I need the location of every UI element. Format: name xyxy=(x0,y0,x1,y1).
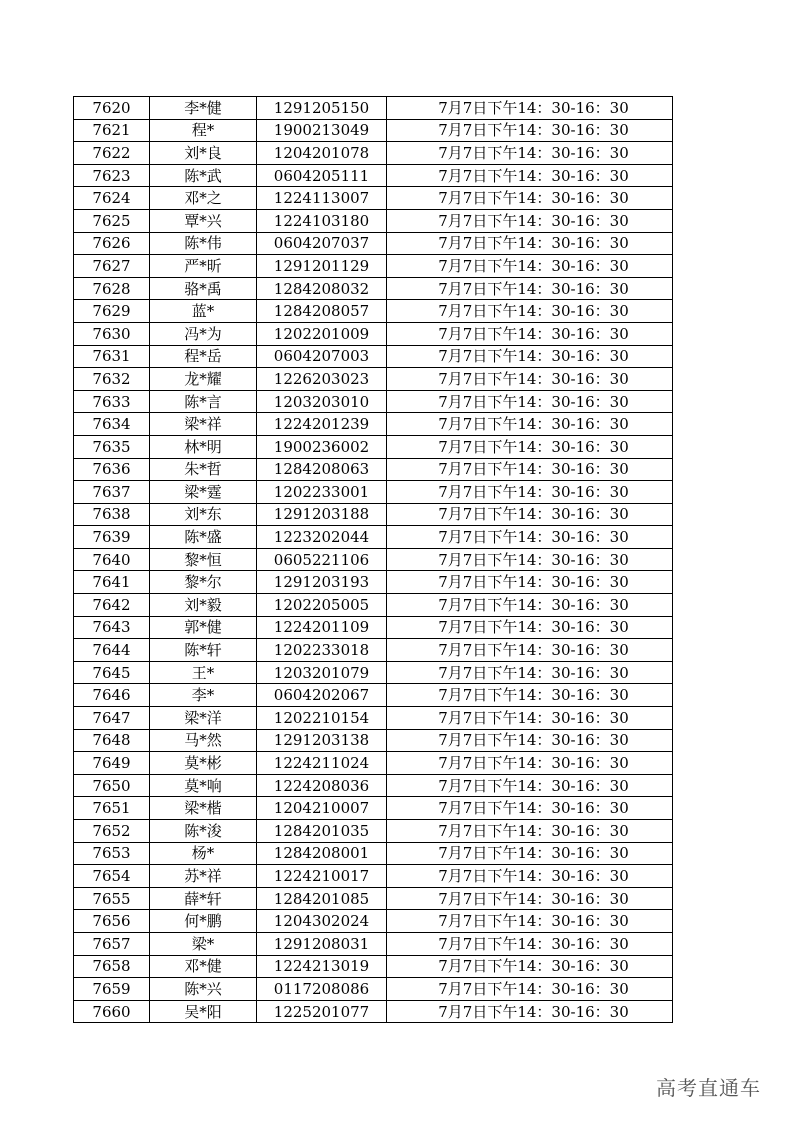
exam-id-cell: 0604205111 xyxy=(257,164,387,187)
exam-time-cell: 7月7日下午14：30-16：30 xyxy=(387,661,673,684)
exam-id-cell: 1291203193 xyxy=(257,571,387,594)
table-row xyxy=(74,322,673,345)
exam-time-cell: 7月7日下午14：30-16：30 xyxy=(387,865,673,888)
name-cell: 莫*彬 xyxy=(150,752,257,775)
table-row xyxy=(74,209,673,232)
exam-time-cell: 7月7日下午14：30-16：30 xyxy=(387,277,673,300)
row-number-cell: 7655 xyxy=(74,887,150,910)
exam-id-cell: 1202205005 xyxy=(257,594,387,617)
exam-time-cell: 7月7日下午14：30-16：30 xyxy=(387,978,673,1001)
exam-time-cell: 7月7日下午14：30-16：30 xyxy=(387,797,673,820)
name-cell: 邓*之 xyxy=(150,187,257,210)
row-number-cell: 7622 xyxy=(74,142,150,165)
exam-time-cell: 7月7日下午14：30-16：30 xyxy=(387,526,673,549)
table-row xyxy=(74,300,673,323)
row-number-cell: 7659 xyxy=(74,978,150,1001)
row-number-cell: 7653 xyxy=(74,842,150,865)
exam-id-cell: 1900213049 xyxy=(257,119,387,142)
exam-id-cell: 1224210017 xyxy=(257,865,387,888)
name-cell: 陈*言 xyxy=(150,390,257,413)
exam-time-cell: 7月7日下午14：30-16：30 xyxy=(387,255,673,278)
name-cell: 梁*洋 xyxy=(150,707,257,730)
table-row xyxy=(74,390,673,413)
row-number-cell: 7631 xyxy=(74,345,150,368)
table-row xyxy=(74,97,673,120)
exam-time-cell: 7月7日下午14：30-16：30 xyxy=(387,1000,673,1023)
name-cell: 黎*恒 xyxy=(150,548,257,571)
row-number-cell: 7654 xyxy=(74,865,150,888)
row-number-cell: 7629 xyxy=(74,300,150,323)
name-cell: 王* xyxy=(150,661,257,684)
schedule-table xyxy=(73,96,673,1023)
exam-time-cell: 7月7日下午14：30-16：30 xyxy=(387,322,673,345)
table-row xyxy=(74,684,673,707)
exam-time-cell: 7月7日下午14：30-16：30 xyxy=(387,119,673,142)
exam-id-cell: 0604207003 xyxy=(257,345,387,368)
row-number-cell: 7637 xyxy=(74,481,150,504)
row-number-cell: 7621 xyxy=(74,119,150,142)
table-row xyxy=(74,255,673,278)
row-number-cell: 7657 xyxy=(74,932,150,955)
name-cell: 梁*楷 xyxy=(150,797,257,820)
name-cell: 林*明 xyxy=(150,435,257,458)
table-row xyxy=(74,910,673,933)
name-cell: 莫*响 xyxy=(150,774,257,797)
exam-id-cell: 0604202067 xyxy=(257,684,387,707)
exam-time-cell: 7月7日下午14：30-16：30 xyxy=(387,639,673,662)
exam-time-cell: 7月7日下午14：30-16：30 xyxy=(387,842,673,865)
exam-id-cell: 1291201129 xyxy=(257,255,387,278)
table-row xyxy=(74,797,673,820)
name-cell: 马*然 xyxy=(150,729,257,752)
exam-time-cell: 7月7日下午14：30-16：30 xyxy=(387,548,673,571)
name-cell: 刘*良 xyxy=(150,142,257,165)
row-number-cell: 7635 xyxy=(74,435,150,458)
exam-time-cell: 7月7日下午14：30-16：30 xyxy=(387,820,673,843)
exam-time-cell: 7月7日下午14：30-16：30 xyxy=(387,345,673,368)
exam-id-cell: 1202210154 xyxy=(257,707,387,730)
exam-time-cell: 7月7日下午14：30-16：30 xyxy=(387,368,673,391)
table-row xyxy=(74,1000,673,1023)
exam-id-cell: 1284208057 xyxy=(257,300,387,323)
table-row xyxy=(74,932,673,955)
exam-time-cell: 7月7日下午14：30-16：30 xyxy=(387,300,673,323)
exam-id-cell: 1203201079 xyxy=(257,661,387,684)
row-number-cell: 7634 xyxy=(74,413,150,436)
name-cell: 龙*耀 xyxy=(150,368,257,391)
name-cell: 陈*盛 xyxy=(150,526,257,549)
exam-time-cell: 7月7日下午14：30-16：30 xyxy=(387,752,673,775)
name-cell: 吴*阳 xyxy=(150,1000,257,1023)
exam-time-cell: 7月7日下午14：30-16：30 xyxy=(387,481,673,504)
row-number-cell: 7645 xyxy=(74,661,150,684)
table-row xyxy=(74,887,673,910)
table-row xyxy=(74,164,673,187)
name-cell: 朱*哲 xyxy=(150,458,257,481)
exam-time-cell: 7月7日下午14：30-16：30 xyxy=(387,187,673,210)
table-row xyxy=(74,481,673,504)
table-row xyxy=(74,548,673,571)
row-number-cell: 7640 xyxy=(74,548,150,571)
row-number-cell: 7643 xyxy=(74,616,150,639)
table-row xyxy=(74,119,673,142)
exam-id-cell: 1203203010 xyxy=(257,390,387,413)
name-cell: 严*昕 xyxy=(150,255,257,278)
row-number-cell: 7649 xyxy=(74,752,150,775)
exam-id-cell: 1224208036 xyxy=(257,774,387,797)
exam-id-cell: 1291203138 xyxy=(257,729,387,752)
table-row xyxy=(74,752,673,775)
exam-id-cell: 1224211024 xyxy=(257,752,387,775)
name-cell: 梁*霆 xyxy=(150,481,257,504)
table-row xyxy=(74,503,673,526)
exam-time-cell: 7月7日下午14：30-16：30 xyxy=(387,435,673,458)
exam-id-cell: 1284208001 xyxy=(257,842,387,865)
row-number-cell: 7633 xyxy=(74,390,150,413)
table-row xyxy=(74,345,673,368)
exam-id-cell: 1291208031 xyxy=(257,932,387,955)
exam-id-cell: 1204210007 xyxy=(257,797,387,820)
exam-time-cell: 7月7日下午14：30-16：30 xyxy=(387,774,673,797)
name-cell: 冯*为 xyxy=(150,322,257,345)
name-cell: 黎*尔 xyxy=(150,571,257,594)
exam-id-cell: 0604207037 xyxy=(257,232,387,255)
name-cell: 梁*祥 xyxy=(150,413,257,436)
row-number-cell: 7658 xyxy=(74,955,150,978)
schedule-table-container xyxy=(73,96,673,1023)
exam-id-cell: 1291205150 xyxy=(257,97,387,120)
table-row xyxy=(74,729,673,752)
name-cell: 何*鹏 xyxy=(150,910,257,933)
exam-id-cell: 1224213019 xyxy=(257,955,387,978)
exam-time-cell: 7月7日下午14：30-16：30 xyxy=(387,594,673,617)
table-row xyxy=(74,955,673,978)
exam-time-cell: 7月7日下午14：30-16：30 xyxy=(387,729,673,752)
name-cell: 蓝* xyxy=(150,300,257,323)
row-number-cell: 7630 xyxy=(74,322,150,345)
table-row xyxy=(74,639,673,662)
name-cell: 覃*兴 xyxy=(150,209,257,232)
exam-id-cell: 1204201078 xyxy=(257,142,387,165)
exam-id-cell: 1202233018 xyxy=(257,639,387,662)
exam-id-cell: 1224201109 xyxy=(257,616,387,639)
exam-id-cell: 1284208063 xyxy=(257,458,387,481)
row-number-cell: 7656 xyxy=(74,910,150,933)
exam-id-cell: 1225201077 xyxy=(257,1000,387,1023)
table-row xyxy=(74,594,673,617)
row-number-cell: 7650 xyxy=(74,774,150,797)
row-number-cell: 7647 xyxy=(74,707,150,730)
row-number-cell: 7636 xyxy=(74,458,150,481)
exam-id-cell: 1224201239 xyxy=(257,413,387,436)
table-row xyxy=(74,435,673,458)
row-number-cell: 7648 xyxy=(74,729,150,752)
exam-time-cell: 7月7日下午14：30-16：30 xyxy=(387,458,673,481)
exam-time-cell: 7月7日下午14：30-16：30 xyxy=(387,707,673,730)
exam-time-cell: 7月7日下午14：30-16：30 xyxy=(387,571,673,594)
table-row xyxy=(74,142,673,165)
row-number-cell: 7646 xyxy=(74,684,150,707)
row-number-cell: 7638 xyxy=(74,503,150,526)
table-row xyxy=(74,571,673,594)
exam-time-cell: 7月7日下午14：30-16：30 xyxy=(387,955,673,978)
exam-id-cell: 1202233001 xyxy=(257,481,387,504)
row-number-cell: 7642 xyxy=(74,594,150,617)
row-number-cell: 7626 xyxy=(74,232,150,255)
row-number-cell: 7628 xyxy=(74,277,150,300)
name-cell: 陈*武 xyxy=(150,164,257,187)
exam-id-cell: 0605221106 xyxy=(257,548,387,571)
row-number-cell: 7644 xyxy=(74,639,150,662)
exam-id-cell: 1224113007 xyxy=(257,187,387,210)
name-cell: 梁* xyxy=(150,932,257,955)
exam-time-cell: 7月7日下午14：30-16：30 xyxy=(387,910,673,933)
row-number-cell: 7627 xyxy=(74,255,150,278)
name-cell: 骆*禹 xyxy=(150,277,257,300)
name-cell: 李*健 xyxy=(150,97,257,120)
table-row xyxy=(74,707,673,730)
name-cell: 苏*祥 xyxy=(150,865,257,888)
row-number-cell: 7639 xyxy=(74,526,150,549)
exam-time-cell: 7月7日下午14：30-16：30 xyxy=(387,684,673,707)
watermark-text: 高考直通车 xyxy=(656,1076,761,1100)
exam-id-cell: 0117208086 xyxy=(257,978,387,1001)
exam-time-cell: 7月7日下午14：30-16：30 xyxy=(387,97,673,120)
row-number-cell: 7632 xyxy=(74,368,150,391)
exam-time-cell: 7月7日下午14：30-16：30 xyxy=(387,932,673,955)
exam-id-cell: 1284201085 xyxy=(257,887,387,910)
table-row xyxy=(74,368,673,391)
exam-time-cell: 7月7日下午14：30-16：30 xyxy=(387,390,673,413)
exam-time-cell: 7月7日下午14：30-16：30 xyxy=(387,616,673,639)
table-row xyxy=(74,661,673,684)
table-row xyxy=(74,526,673,549)
exam-time-cell: 7月7日下午14：30-16：30 xyxy=(387,164,673,187)
row-number-cell: 7660 xyxy=(74,1000,150,1023)
name-cell: 程* xyxy=(150,119,257,142)
exam-time-cell: 7月7日下午14：30-16：30 xyxy=(387,232,673,255)
row-number-cell: 7651 xyxy=(74,797,150,820)
exam-time-cell: 7月7日下午14：30-16：30 xyxy=(387,209,673,232)
exam-id-cell: 1223202044 xyxy=(257,526,387,549)
schedule-table-body xyxy=(74,97,673,1023)
table-row xyxy=(74,616,673,639)
name-cell: 陈*伟 xyxy=(150,232,257,255)
exam-id-cell: 1284208032 xyxy=(257,277,387,300)
exam-id-cell: 1226203023 xyxy=(257,368,387,391)
row-number-cell: 7625 xyxy=(74,209,150,232)
name-cell: 杨* xyxy=(150,842,257,865)
table-row xyxy=(74,978,673,1001)
table-row xyxy=(74,232,673,255)
exam-id-cell: 1202201009 xyxy=(257,322,387,345)
table-row xyxy=(74,413,673,436)
row-number-cell: 7620 xyxy=(74,97,150,120)
table-row xyxy=(74,277,673,300)
exam-id-cell: 1204302024 xyxy=(257,910,387,933)
name-cell: 陈*轩 xyxy=(150,639,257,662)
table-row xyxy=(74,820,673,843)
exam-id-cell: 1224103180 xyxy=(257,209,387,232)
exam-id-cell: 1900236002 xyxy=(257,435,387,458)
row-number-cell: 7623 xyxy=(74,164,150,187)
table-row xyxy=(74,774,673,797)
table-row xyxy=(74,187,673,210)
exam-id-cell: 1291203188 xyxy=(257,503,387,526)
exam-time-cell: 7月7日下午14：30-16：30 xyxy=(387,503,673,526)
exam-id-cell: 1284201035 xyxy=(257,820,387,843)
name-cell: 陈*兴 xyxy=(150,978,257,1001)
row-number-cell: 7624 xyxy=(74,187,150,210)
name-cell: 刘*东 xyxy=(150,503,257,526)
table-row xyxy=(74,842,673,865)
row-number-cell: 7641 xyxy=(74,571,150,594)
exam-time-cell: 7月7日下午14：30-16：30 xyxy=(387,142,673,165)
name-cell: 刘*毅 xyxy=(150,594,257,617)
name-cell: 李* xyxy=(150,684,257,707)
name-cell: 邓*健 xyxy=(150,955,257,978)
table-row xyxy=(74,458,673,481)
name-cell: 陈*浚 xyxy=(150,820,257,843)
row-number-cell: 7652 xyxy=(74,820,150,843)
name-cell: 郭*健 xyxy=(150,616,257,639)
exam-time-cell: 7月7日下午14：30-16：30 xyxy=(387,887,673,910)
exam-time-cell: 7月7日下午14：30-16：30 xyxy=(387,413,673,436)
name-cell: 程*岳 xyxy=(150,345,257,368)
table-row xyxy=(74,865,673,888)
name-cell: 薛*轩 xyxy=(150,887,257,910)
